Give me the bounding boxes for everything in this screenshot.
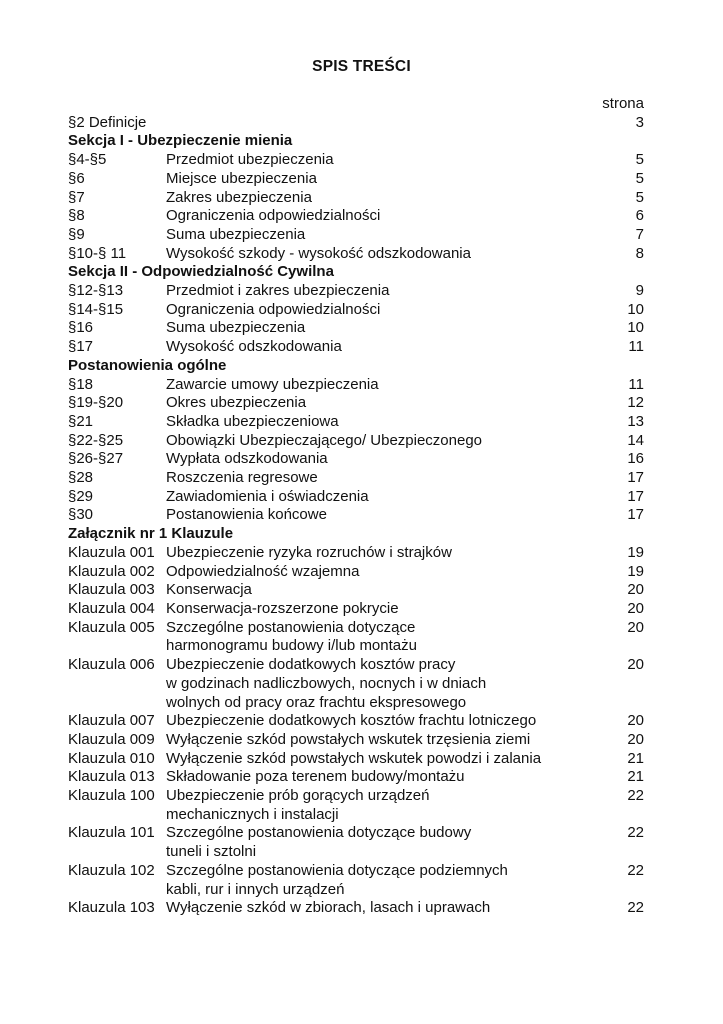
clause-entry [68,787,644,824]
entry-number: §8 [68,207,85,225]
entry-number: Klauzula 010 [68,749,155,767]
entry-number: Klauzula 003 [68,581,155,599]
entry-page-number: 20 [627,730,644,748]
entry-number: §6 [68,169,85,187]
entry-title: Szczególne postanowienia dotyczące harmonogramu budowy i/lub montażu [166,618,417,655]
entry-number: §14-§15 [68,300,124,318]
entry-number: Klauzula 101 [68,824,155,842]
section-heading: Załącznik nr 1 Klauzule [68,525,234,543]
entry-number: §19-§20 [68,394,124,412]
entry-number: §18 [68,375,94,393]
toc-entry [68,151,644,170]
entry-number: Klauzula 006 [68,656,155,674]
toc-entry [68,226,644,245]
entry-page-number: 6 [635,207,644,225]
clause-entry [68,899,644,918]
entry-title: Konserwacja-rozszerzone pokrycie [166,599,399,617]
entry-page-number: 20 [627,581,644,599]
entry-title: Przedmiot ubezpieczenia [166,151,334,169]
entry-page-number: 22 [627,861,644,879]
toc-entry [68,469,644,488]
entry-number: Klauzula 004 [68,599,155,617]
entry-title: Składowanie poza terenem budowy/montażu [166,768,465,786]
entry-title: Miejsce ubezpieczenia [166,169,317,187]
entry-page-number: 13 [627,412,644,430]
toc-entry [68,488,644,507]
entry-number: §28 [68,469,94,487]
clause-entry [68,600,644,619]
entry-page-number: 20 [627,599,644,617]
clause-entry [68,862,644,899]
toc-entry [68,170,644,189]
entry-page-number: 5 [635,151,644,169]
entry-page-number: 17 [627,506,644,524]
toc-entry [68,376,644,395]
entry-title: Ubezpieczenie ryzyka rozruchów i strajków [166,543,452,561]
entry-page-number: 19 [627,543,644,561]
entry-page-number: 22 [627,787,644,805]
entry-page-number: 12 [627,394,644,412]
entry-number: Klauzula 013 [68,768,155,786]
entry-number: §22-§25 [68,431,124,449]
entry-page-number: 17 [627,469,644,487]
entry-title: Ubezpieczenie dodatkowych kosztów frachtu lotniczego [166,712,537,730]
entry-number: §17 [68,338,94,356]
entry-page-number: 21 [627,768,644,786]
entry-number: §4-§5 [68,151,107,169]
entry-title: Wysokość szkody - wysokość odszkodowania [166,244,471,262]
table-of-contents [68,95,644,918]
entry-page-number: 7 [635,225,644,243]
entry-number: §10-§ 11 [68,244,127,262]
entry-title: Suma ubezpieczenia [166,225,306,243]
toc-entry [68,338,644,357]
toc-entry [68,413,644,432]
entry-title: Obowiązki Ubezpieczającego/ Ubezpieczonego [166,431,483,449]
clause-entry [68,768,644,787]
entry-title: Odpowiedzialność wzajemna [166,562,360,580]
entry-number: §16 [68,319,94,337]
page-title: SPIS TREŚCI [312,58,411,75]
entry-page-number: 16 [627,450,644,468]
entry-page-number: 5 [635,188,644,206]
entry-title: Konserwacja [166,581,252,599]
toc-entry [68,282,644,301]
toc-entry [68,506,644,525]
entry-page-number: 22 [627,899,644,917]
clause-entry [68,712,644,731]
toc-entry [68,450,644,469]
entry-number: §7 [68,188,85,206]
entry-page-number: 21 [627,749,644,767]
entry-page-number: 22 [627,824,644,842]
section-heading: Sekcja II - Odpowiedzialność Cywilna [68,263,334,281]
clause-entry [68,750,644,769]
entry-number: Klauzula 102 [68,861,155,879]
entry-title: Ubezpieczenie prób gorących urządzeń mechanicznych i instalacji [166,787,430,823]
clause-entry [68,656,644,712]
entry-number: §21 [68,412,94,430]
toc-entry [68,301,644,320]
entry-number: Klauzula 005 [68,618,155,636]
entry-number: §29 [68,487,94,505]
entry-number: §12-§13 [68,282,124,300]
entry-title: Roszczenia regresowe [166,469,318,487]
entry-number: Klauzula 002 [68,562,155,580]
clause-entry [68,731,644,750]
toc-entry [68,189,644,208]
entry-number: Klauzula 103 [68,899,155,917]
entry-page-number: 20 [627,618,644,636]
entry-number: Klauzula 007 [68,712,155,730]
toc-entry [68,394,644,413]
entry-title: Szczególne postanowienia dotyczące budowy tuneli i sztolni [166,824,472,861]
section-heading: Postanowienia ogólne [68,356,227,374]
toc-entry [68,207,644,226]
entry-title: Wyłączenie szkód w zbiorach, lasach i uprawach [166,899,491,917]
entry-title: Ograniczenia odpowiedzialności [166,300,381,318]
entry-number: §26-§27 [68,450,124,468]
clause-entry [68,619,644,656]
entry-page-number: 20 [627,712,644,730]
entry-title: Suma ubezpieczenia [166,319,306,337]
toc-entry [68,245,644,264]
entry-title: Ograniczenia odpowiedzialności [166,207,381,225]
entry-title: Szczególne postanowienia dotyczące podziemnych kabli, rur i innych urządzeń [166,861,508,898]
entry-title: Wyłączenie szkód powstałych wskutek powodzi i zalania [166,749,542,767]
entry-title: Ubezpieczenie dodatkowych kosztów pracy w godzinach nadliczbowych, nocnych i w dniach wolnych od pracy oraz frachtu ekspresowego [166,656,487,711]
entry-number: Klauzula 009 [68,730,155,748]
clause-entry [68,824,644,861]
entry-title: Przedmiot i zakres ubezpieczenia [166,282,390,300]
clause-entry [68,581,644,600]
entry-page-number: 17 [627,487,644,505]
toc-entry [68,319,644,338]
entry-page-number: 11 [628,338,644,356]
entry-title: Wysokość odszkodowania [166,338,342,356]
clause-entry [68,563,644,582]
entry-title: Wyłączenie szkód powstałych wskutek trzęsienia ziemi [166,730,531,748]
entry-page-number: 14 [627,431,644,449]
entry-number: §30 [68,506,94,524]
toc-entry [68,114,644,133]
entry-title: Wypłata odszkodowania [166,450,328,468]
page-column-header: strona [602,95,644,112]
entry-title: Zawiadomienia i oświadczenia [166,487,369,505]
entry-number: Klauzula 001 [68,543,155,561]
entry-page-number: 10 [627,319,644,337]
entry-title: Zakres ubezpieczenia [166,188,312,206]
section-heading: Sekcja I - Ubezpieczenie mienia [68,132,293,150]
entry-title: Postanowienia końcowe [166,506,327,524]
entry-page-number: 9 [635,282,644,300]
toc-entry [68,432,644,451]
entry-number: §9 [68,225,85,243]
entry-page-number: 8 [635,244,644,262]
entry-title: Zawarcie umowy ubezpieczenia [166,375,379,393]
entry-page-number: 10 [627,300,644,318]
entry-page-number: 11 [628,375,644,393]
entry-page-number: 19 [627,562,644,580]
entry-page-number: 3 [635,113,644,131]
clause-entry [68,544,644,563]
entry-number: Klauzula 100 [68,787,155,805]
entry-page-number: 5 [635,169,644,187]
entry-title: Okres ubezpieczenia [166,394,307,412]
entry-title: Składka ubezpieczeniowa [166,412,339,430]
entry-page-number: 20 [627,656,644,674]
entry-number: §2 Definicje [68,113,147,131]
